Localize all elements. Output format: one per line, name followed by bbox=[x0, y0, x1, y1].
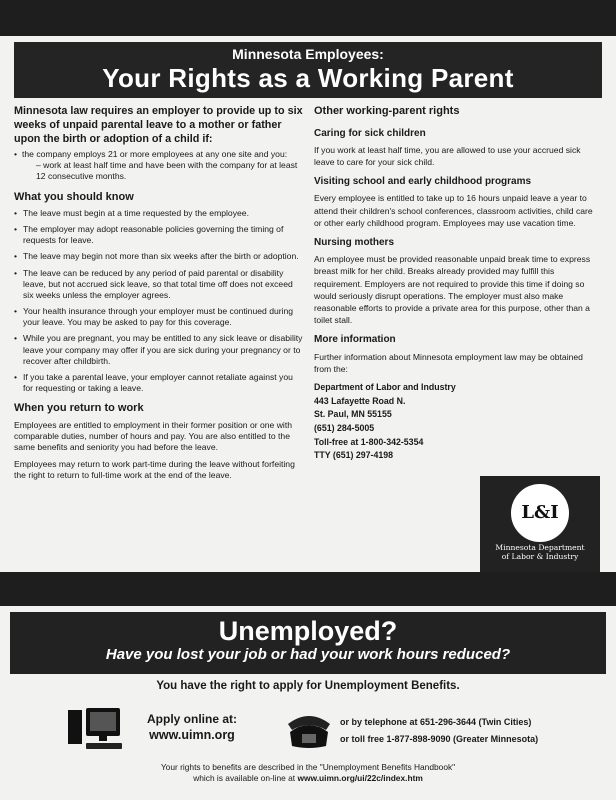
know-item: • The leave can be reduced by any period of paid parental or disability leave, but not accrued sick leave, so that total time off does not exceed six weeks unless the employer agrees. bbox=[14, 268, 304, 302]
return-paragraph-1: Employees are entitled to employment in their former position or one with comparable duties, number of hours and pay. You are also entitled to the same benefits and seniority you had before the leave. bbox=[14, 419, 293, 452]
unemployment-subtitle: Have you lost your job or had your work hours reduced? bbox=[105, 646, 511, 663]
know-list bbox=[14, 208, 304, 394]
know-item: • While you are pregnant, you may be entitled to any sick leave or disability leave your company may offer if you are sick during your pregnancy or to recover after childbirth. bbox=[14, 333, 304, 367]
contact-org: Department of Labor and Industry bbox=[314, 382, 456, 392]
title-subtitle: Minnesota Employees: bbox=[232, 46, 384, 62]
footer-line-2 bbox=[0, 773, 616, 784]
contact-city: St. Paul, MN 55155 bbox=[314, 409, 392, 420]
unemployment-title: Unemployed? bbox=[218, 616, 398, 646]
school-heading: Visiting school and early childhood programs bbox=[314, 176, 532, 188]
unemployment-banner bbox=[10, 612, 606, 674]
computer-icon bbox=[66, 706, 126, 752]
page-title: Your Rights as a Working Parent bbox=[102, 63, 514, 93]
contact-tollfree: Toll-free at 1-800-342-5354 bbox=[314, 436, 424, 447]
handbook-url-link[interactable]: www.uimn.org/ui/22c/index.htm bbox=[297, 772, 423, 783]
condition-subitem: – work at least half time and have been with the company for at least 12 consecutive months. bbox=[36, 160, 298, 182]
footer-line-2-text: which is available on-line at bbox=[193, 772, 298, 783]
condition-item: • the company employs 21 or more employees at any one site and you: bbox=[14, 149, 304, 160]
telephone-line-1: or by telephone at 651-296-3644 (Twin Cities) bbox=[340, 717, 532, 727]
know-item: • If you take a parental leave, your employer cannot retaliate against you for requesting or taking a leave. bbox=[14, 372, 304, 394]
sick-heading: Caring for sick children bbox=[314, 127, 426, 139]
return-heading: When you return to work bbox=[14, 402, 144, 415]
contact-phone: (651) 284-5005 bbox=[314, 422, 375, 433]
school-text: Every employee is entitled to take up to 16 hours unpaid leave a year to attend their children's school conferences, classroom activities, child care or other early childhood program. Employees may use vacation time. bbox=[314, 193, 593, 228]
li-logo-line2: of Labor & Industry bbox=[501, 551, 579, 561]
apply-url-link[interactable]: www.uimn.org bbox=[149, 728, 235, 742]
know-item: • Your health insurance through your employer must be continued during your leave. You may be asked to pay for this coverage. bbox=[14, 306, 304, 328]
contact-tty: TTY (651) 297-4198 bbox=[314, 450, 394, 461]
apply-label: Apply online at: bbox=[147, 712, 237, 726]
telephone-icon bbox=[286, 710, 332, 750]
footer-line-1: Your rights to benefits are described in the "Unemployment Benefits Handbook" bbox=[160, 762, 456, 772]
intro-text: Minnesota law requires an employer to provide up to six weeks of unpaid parental leave to a mother or father upon the birth or adoption of a child if: bbox=[14, 105, 303, 146]
telephone-info bbox=[340, 714, 602, 748]
contact-block bbox=[314, 381, 602, 463]
sick-text: If you work at least half time, you are allowed to use your accrued sick leave to care for your sick child. bbox=[314, 144, 581, 167]
footer-note bbox=[0, 762, 616, 784]
return-paragraph-2: Employees may return to work part-time during the leave without forfeiting the right to return to full-time work at the end of the leave. bbox=[14, 459, 295, 481]
know-item: • The leave must begin at a time requested by the employee. bbox=[14, 208, 304, 219]
li-logo-mark: L&I bbox=[511, 484, 569, 542]
contact-street: 443 Lafayette Road N. bbox=[314, 395, 406, 406]
telephone-line-2: or toll free 1-877-898-9090 (Greater Minnesota) bbox=[340, 734, 539, 745]
left-column bbox=[14, 104, 304, 487]
middle-dark-band bbox=[0, 572, 616, 606]
title-banner bbox=[14, 42, 602, 98]
more-info-heading: More information bbox=[314, 334, 396, 346]
apply-online bbox=[132, 712, 252, 742]
know-heading: What you should know bbox=[14, 190, 134, 203]
condition-list bbox=[14, 149, 304, 160]
know-item: • The leave may begin not more than six weeks after the birth or adoption. bbox=[14, 251, 304, 262]
li-logo-line1: Minnesota Department bbox=[495, 543, 585, 552]
nursing-heading: Nursing mothers bbox=[314, 237, 395, 248]
top-dark-band bbox=[0, 0, 616, 36]
li-logo bbox=[480, 476, 600, 572]
benefits-right-text: You have the right to apply for Unemployment Benefits. bbox=[156, 680, 460, 692]
right-column bbox=[314, 104, 602, 463]
nursing-text: An employee must be provided reasonable unpaid break time to express breast milk for her child. Breaks already provided may fulfill this requirement. Employers are not required to provide this time if doing so would seriously disrupt operations. The employer must also make reasonable efforts to provide a private area for this purpose, other than a toilet stall. bbox=[314, 254, 591, 326]
know-item: • The employer may adopt reasonable policies governing the timing of requests for leave. bbox=[14, 224, 304, 246]
more-info-text: Further information about Minnesota employment law may be obtained from the: bbox=[314, 351, 583, 374]
other-rights-heading: Other working-parent rights bbox=[314, 105, 460, 117]
